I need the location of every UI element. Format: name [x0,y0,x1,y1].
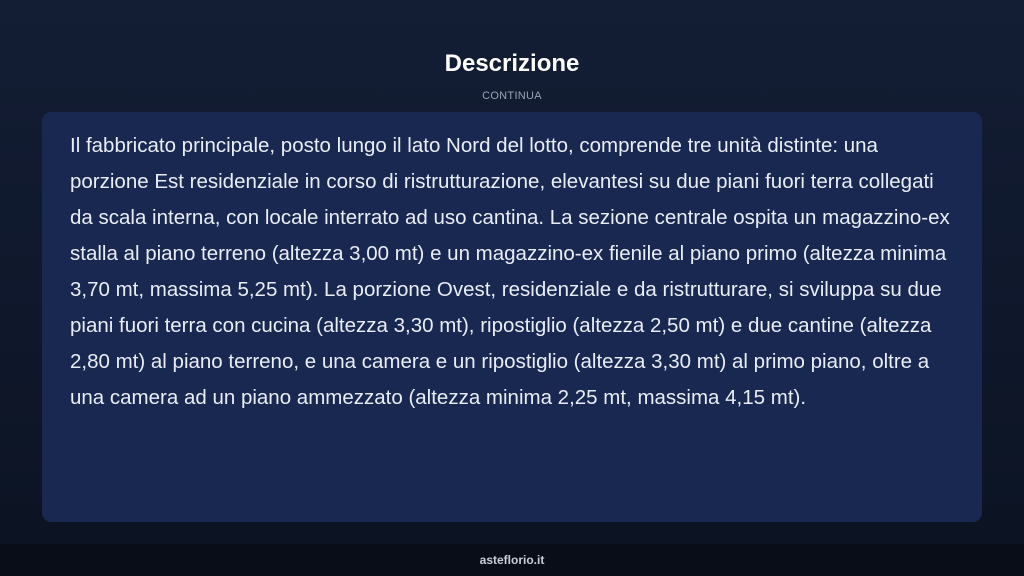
description-card [42,112,982,522]
page-title: Descrizione [444,50,580,77]
description-text: Il fabbricato principale, posto lungo il lato Nord del lotto, comprende tre unità distinte: una porzione Est residenziale in corso di ristrutturazione, elevantesi su due piani fuori terra collegati da scala interna, con locale interrato ad uso cantina. La sezione centrale ospita un magazzino-ex stalla al piano terreno (altezza 3,00 mt) e un magazzino-ex fienile al piano primo (altezza minima 3,70 mt, massima 5,25 mt). La porzione Ovest, residenziale e da ristrutturare, si sviluppa su due piani fuori terra con cucina (altezza 3,30 mt), ripostiglio (altezza 2,50 mt) e due cantine (altezza 2,80 mt) al piano terreno, e una camera e un ripostiglio (altezza 3,30 mt) al primo piano, oltre a una camera ad un piano ammezzato (altezza minima 2,25 mt, massima 4,15 mt). [70,134,950,409]
footer-site-name: asteflorio.it [479,553,545,567]
footer-bar [0,544,1024,576]
page-subtitle: CONTINUA [482,90,542,102]
